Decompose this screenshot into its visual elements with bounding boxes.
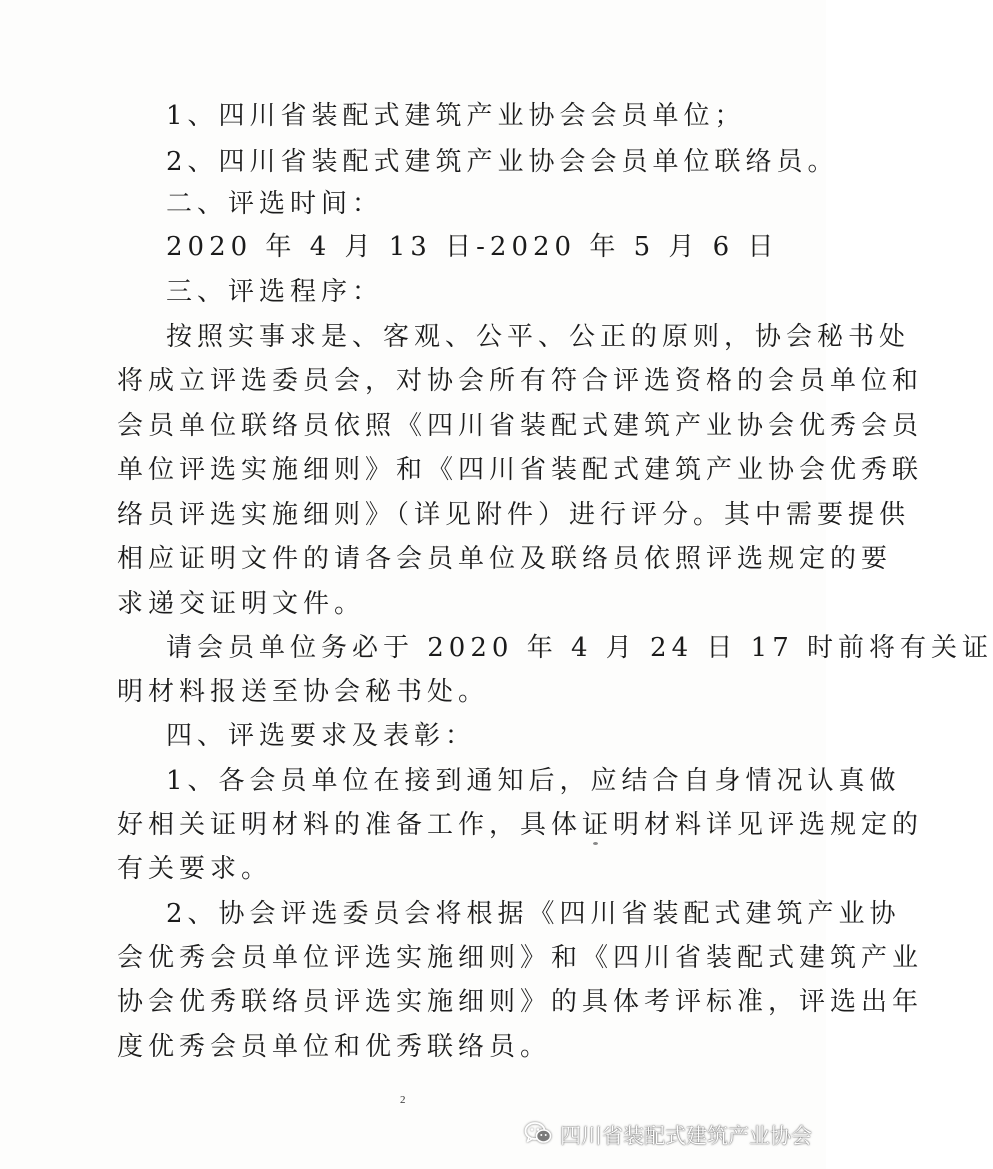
- watermark-text: 四川省装配式建筑产业协会: [560, 1124, 812, 1148]
- text-line: 明材料报送至协会秘书处。: [117, 677, 490, 707]
- page-number: 2: [400, 1094, 406, 1106]
- section-heading: 四、评选要求及表彰：: [166, 721, 477, 751]
- text-line: 会员单位联络员依照《四川省装配式建筑产业协会优秀会员: [117, 411, 924, 441]
- text-line: 1、四川省装配式建筑产业协会会员单位；: [166, 101, 746, 131]
- section-heading: 二、评选时间：: [166, 189, 384, 219]
- text-line: 单位评选实施细则》和《四川省装配式建筑产业协会优秀联: [117, 455, 924, 485]
- text-line: 会优秀会员单位评选实施细则》和《四川省装配式建筑产业: [117, 943, 924, 973]
- text-line: 按照实事求是、客观、公平、公正的原则，协会秘书处: [166, 322, 911, 352]
- watermark: [524, 1117, 812, 1153]
- text-line: 求递交证明文件。: [117, 589, 366, 619]
- text-line: 好相关证明材料的准备工作，具体证明材料详见评选规定的: [117, 810, 924, 840]
- text-line: 有关要求。: [117, 854, 273, 884]
- text-line: 1、各会员单位在接到通知后，应结合自身情况认真做: [166, 766, 901, 796]
- text-line: 协会优秀联络员评选实施细则》的具体考评标准，评选出年: [117, 987, 924, 1017]
- wechat-icon: [524, 1121, 552, 1150]
- text-line: 2、协会评选委员会将根据《四川省装配式建筑产业协: [166, 899, 901, 929]
- text-line: 络员评选实施细则》（详见附件）进行评分。其中需要提供: [117, 500, 911, 530]
- scan-speck: [593, 842, 598, 845]
- text-line: 请会员单位务必于 2020 年 4 月 24 日 17 时前将有关证: [166, 633, 993, 663]
- text-line: 2020 年 4 月 13 日-2020 年 5 月 6 日: [166, 232, 779, 262]
- section-heading: 三、评选程序：: [166, 277, 384, 307]
- text-line: 相应证明文件的请各会员单位及联络员依照评选规定的要: [117, 544, 893, 574]
- text-line: 2、四川省装配式建筑产业协会会员单位联络员。: [166, 147, 839, 177]
- text-line: 将成立评选委员会，对协会所有符合评选资格的会员单位和: [117, 366, 924, 396]
- text-line: 度优秀会员单位和优秀联络员。: [117, 1032, 552, 1062]
